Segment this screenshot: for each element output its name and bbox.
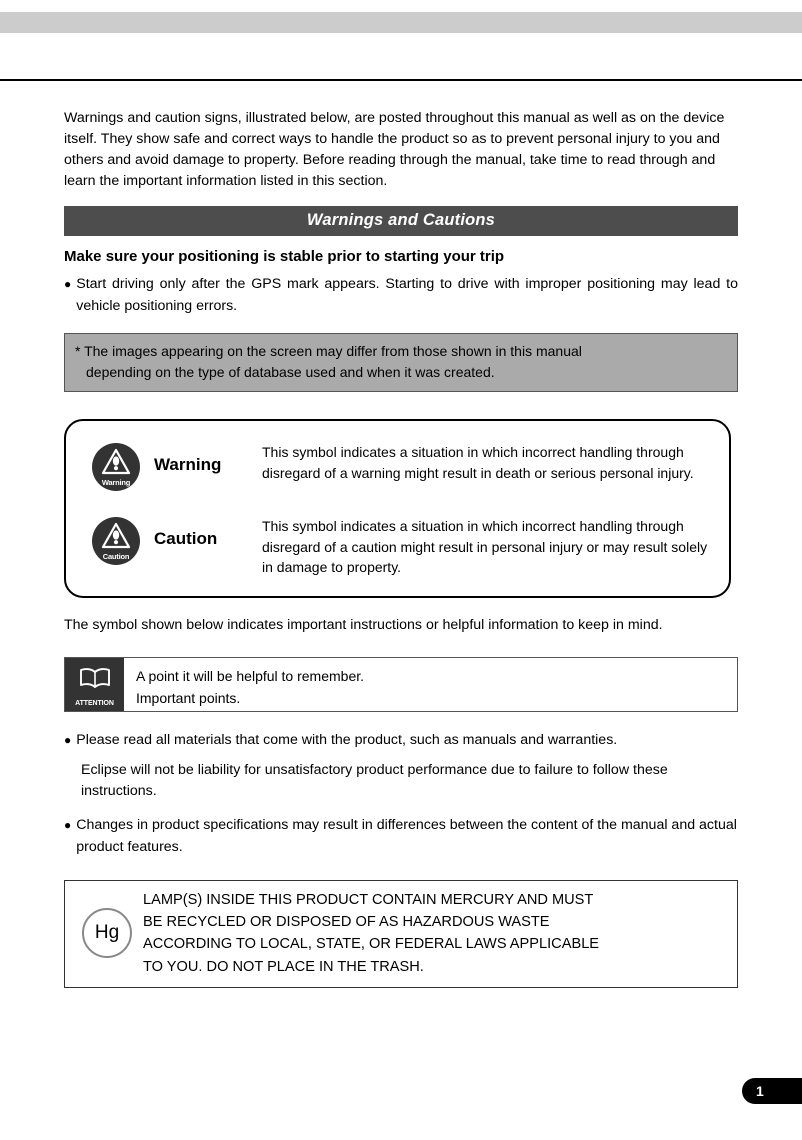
attention-line-2: Important points.: [136, 689, 241, 706]
attention-text: [124, 658, 737, 711]
page-content: [64, 108, 738, 988]
warning-icon-caption: Warning: [101, 478, 131, 488]
attention-box: [64, 657, 738, 712]
note-line-1: * The images appearing on the screen may differ from those shown in this manual: [75, 343, 582, 360]
header-divider-rule: [0, 79, 802, 81]
header-gray-band: [0, 12, 802, 33]
attention-book-icon: [65, 658, 124, 711]
page-number-badge: 1: [742, 1078, 802, 1104]
list-item-text: Start driving only after the GPS mark appears. Starting to drive with improper positioning may lead to vehicle positioning errors.: [76, 276, 738, 314]
attention-line-1: A point it will be helpful to remember.: [136, 668, 365, 685]
symbol-row-caution: [86, 513, 715, 578]
mercury-icon-cell: [71, 908, 143, 958]
caution-label: Caution: [154, 529, 218, 549]
warning-icon-cell: [86, 439, 146, 491]
intro-paragraph: Warnings and caution signs, illustrated below, are posted throughout this manual as well as on the device itself. They show safe and correct ways to handle the product so as to prevent personal injury to you and others and avoid damage to property. Before reading through the manual, take time to read through and learn the important information listed in this section.: [64, 110, 725, 190]
caution-icon-cell: [86, 513, 146, 565]
warning-triangle-icon: [92, 443, 140, 491]
symbol-row-warning: [86, 439, 715, 491]
attention-icon-caption: ATTENTION: [75, 700, 114, 708]
section-banner: Warnings and Cautions: [64, 206, 738, 236]
mid-paragraph: The symbol shown below indicates important instructions or helpful information to keep in mind.: [64, 616, 663, 633]
list-item: [64, 274, 738, 317]
list-item-text: Changes in product specifications may result in differences between the content of the manual and actual product features.: [76, 816, 737, 855]
mercury-line-3: ACCORDING TO LOCAL, STATE, OR FEDERAL LAWS APPLICABLE: [143, 936, 600, 953]
mercury-hg-icon: Hg: [82, 908, 132, 958]
section-subheading: Make sure your positioning is stable prior to starting your trip: [64, 248, 505, 266]
bullet-dot-icon: ●: [64, 733, 72, 748]
list-item-text: Please read all materials that come with the product, such as manuals and warranties.: [76, 732, 618, 749]
mercury-line-4: TO YOU. DO NOT PLACE IN THE TRASH.: [143, 958, 424, 975]
caution-icon-caption: Caution: [102, 552, 130, 562]
warning-caution-box: [64, 419, 731, 598]
note-line-2: depending on the type of database used and when it was created.: [86, 364, 495, 381]
database-note-box: [64, 333, 738, 392]
mercury-line-1: LAMP(S) INSIDE THIS PRODUCT CONTAIN MERCURY AND MUST: [143, 892, 594, 909]
mercury-warning-box: [64, 880, 738, 988]
caution-description: This symbol indicates a situation in which incorrect handling through disregard of a caution might result in personal injury or may result solely in damage to property.: [262, 518, 708, 576]
warning-label: Warning: [154, 455, 222, 475]
warning-description: This symbol indicates a situation in which incorrect handling through disregard of a warning might result in death or serious personal injury.: [262, 444, 694, 481]
list-item: [64, 815, 738, 858]
mercury-line-2: BE RECYCLED OR DISPOSED OF AS HAZARDOUS WASTE: [143, 914, 550, 931]
bullet-dot-icon: ●: [64, 277, 72, 292]
closing-bullet-list: [64, 730, 738, 858]
bullet-dot-icon: ●: [64, 817, 72, 832]
list-item-continuation: Eclipse will not be liability for unsatisfactory product performance due to failure to follow these instructions.: [81, 761, 668, 800]
caution-triangle-icon: [92, 517, 140, 565]
list-item: [64, 730, 738, 803]
mercury-warning-text: [143, 889, 729, 978]
